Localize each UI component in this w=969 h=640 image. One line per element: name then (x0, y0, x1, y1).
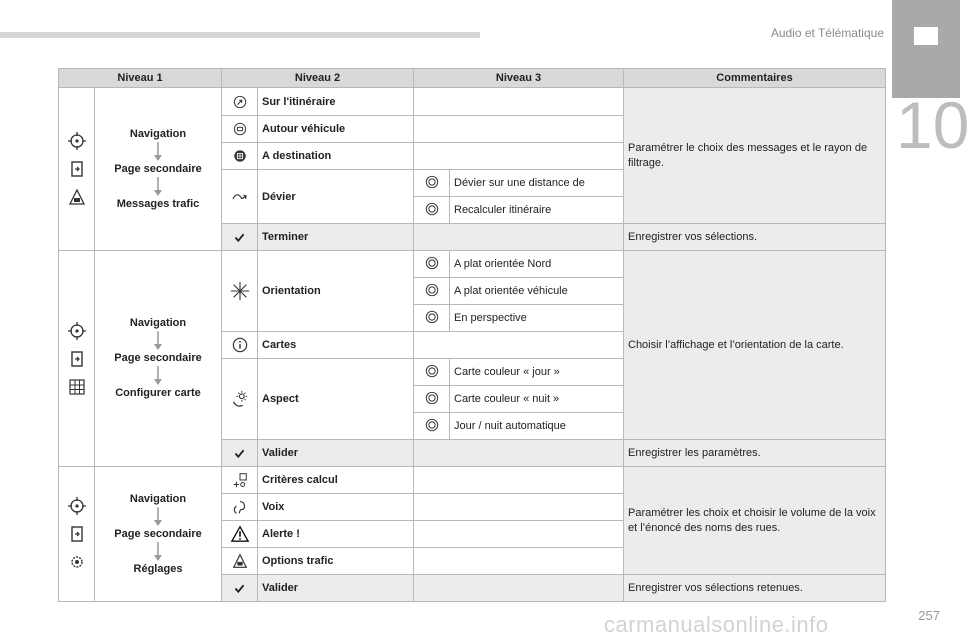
level1-item: Page secondaire (114, 527, 202, 540)
table-row (59, 467, 886, 494)
arrow-down-icon (153, 366, 163, 386)
level3-empty (414, 548, 624, 575)
check-icon (233, 582, 246, 595)
level3-option: Carte couleur « nuit » (450, 386, 624, 413)
level2-label: Cartes (258, 332, 414, 359)
crosshair-icon (67, 321, 87, 341)
level1-item: Page secondaire (114, 352, 202, 364)
level2-label: Dévier (258, 170, 414, 224)
section-title: Audio et Télématique (770, 26, 884, 40)
deviate-icon (231, 190, 249, 204)
route-icon (233, 95, 247, 109)
level1-item: Configurer carte (115, 387, 201, 399)
level3-empty (414, 575, 624, 602)
level2-label: Valider (258, 575, 414, 602)
settings-icon (67, 552, 87, 572)
level2-label: Critères calcul (258, 467, 414, 494)
level1-item: Page secondaire (114, 162, 202, 175)
level3-option: Dévier sur une distance de (450, 170, 624, 197)
watermark: carmanualsonline.info (604, 612, 829, 637)
orientation-icon (229, 280, 251, 302)
level1-item: Navigation (129, 317, 187, 329)
level1-icons (59, 467, 95, 602)
page-icon (67, 349, 87, 369)
level3-empty (414, 332, 624, 359)
page-icon (67, 159, 87, 179)
map-grid-icon (67, 377, 87, 397)
level1-icons (59, 251, 95, 467)
level3-option: Recalculer itinéraire (450, 197, 624, 224)
traffic-icon (67, 187, 87, 207)
chapter-number: 10 (896, 88, 969, 162)
arrow-down-icon (153, 177, 163, 197)
menu-table (58, 68, 886, 602)
voice-icon (231, 498, 249, 516)
arrow-down-icon (153, 507, 163, 527)
level3-option: A plat orientée véhicule (450, 278, 624, 305)
level1-path (95, 467, 222, 602)
level2-label: A destination (258, 143, 414, 170)
aspect-icon (230, 389, 250, 409)
comment-cell: Enregistrer vos sélections. (624, 224, 886, 251)
comment-cell: Enregistrer vos sélections retenues. (624, 575, 886, 602)
destination-icon (233, 149, 247, 163)
radio-option-icon (425, 418, 439, 432)
level2-label: Aspect (258, 359, 414, 440)
level3-option: En perspective (450, 305, 624, 332)
level3-empty (414, 521, 624, 548)
table-row (59, 88, 886, 116)
info-icon (232, 337, 248, 353)
calc-criteria-icon (231, 471, 249, 489)
comment-cell: Paramétrer les choix et choisir le volume de la voix et l’énoncé des noms des rues. (624, 467, 886, 575)
level1-icons (59, 88, 95, 251)
radio-option-icon (425, 364, 439, 378)
radio-option-icon (425, 283, 439, 297)
level3-option: Jour / nuit automatique (450, 413, 624, 440)
radio-option-icon (425, 175, 439, 189)
radio-option-icon (425, 256, 439, 270)
page-number: 257 (918, 608, 940, 623)
level1-item: Navigation (129, 492, 187, 505)
traffic-icon (231, 552, 249, 570)
table-header-row (59, 69, 886, 88)
level2-label: Options trafic (258, 548, 414, 575)
alert-icon (231, 525, 249, 543)
arrow-down-icon (153, 542, 163, 562)
check-icon (233, 231, 246, 244)
radio-option-icon (425, 202, 439, 216)
level2-label: Orientation (258, 251, 414, 332)
comment-cell: Enregistrer les paramètres. (624, 440, 886, 467)
table-row (59, 251, 886, 278)
crosshair-icon (67, 131, 87, 151)
level2-label: Alerte ! (258, 521, 414, 548)
level3-empty (414, 224, 624, 251)
level3-empty (414, 440, 624, 467)
level1-item: Navigation (129, 127, 187, 140)
level2-label: Voix (258, 494, 414, 521)
comment-cell: Paramétrer le choix des messages et le rayon de filtrage. (624, 88, 886, 224)
level1-path (95, 251, 222, 467)
col-header-niveau2: Niveau 2 (222, 69, 414, 88)
top-rule (0, 32, 480, 38)
level3-empty (414, 88, 624, 116)
chapter-tab (892, 0, 960, 98)
level1-path (95, 88, 222, 251)
level2-label: Terminer (258, 224, 414, 251)
radio-option-icon (425, 391, 439, 405)
level2-label: Sur l'itinéraire (258, 88, 414, 116)
level3-option: A plat orientée Nord (450, 251, 624, 278)
col-header-commentaires: Commentaires (624, 69, 886, 88)
around-car-icon (233, 122, 247, 136)
col-header-niveau3: Niveau 3 (414, 69, 624, 88)
col-header-niveau1: Niveau 1 (59, 69, 222, 88)
arrow-down-icon (153, 331, 163, 351)
comment-cell: Choisir l’affichage et l’orientation de la carte. (624, 251, 886, 440)
crosshair-icon (67, 496, 87, 516)
level3-empty (414, 494, 624, 521)
level3-empty (414, 467, 624, 494)
level2-label: Autour véhicule (258, 116, 414, 143)
level3-empty (414, 143, 624, 170)
chapter-tab-marker (914, 27, 938, 45)
level3-empty (414, 116, 624, 143)
check-icon (233, 447, 246, 460)
page-icon (67, 524, 87, 544)
level2-label: Valider (258, 440, 414, 467)
radio-option-icon (425, 310, 439, 324)
level3-option: Carte couleur « jour » (450, 359, 624, 386)
level1-item: Messages trafic (116, 197, 200, 210)
level1-item: Réglages (133, 562, 183, 575)
arrow-down-icon (153, 142, 163, 162)
